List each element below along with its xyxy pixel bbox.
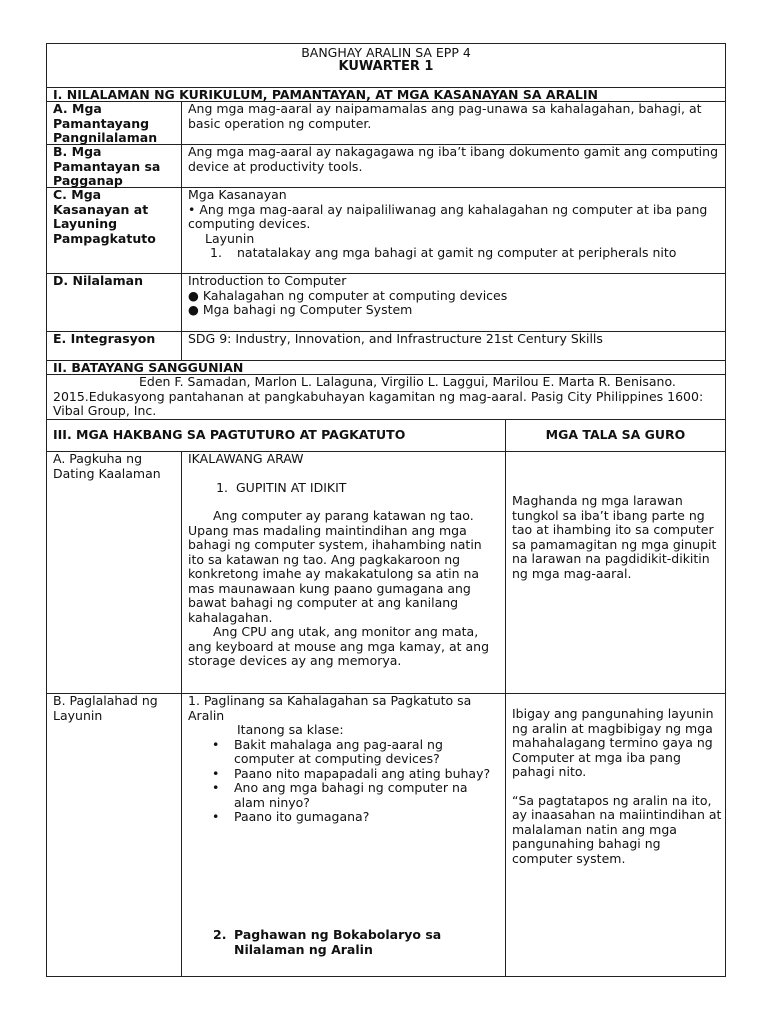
- question-item: • Paano ito gumagana?: [188, 810, 500, 825]
- question-item: • Ano ang mga bahagi ng computer na alam ninyo?: [188, 781, 500, 810]
- row-3b-note-2: “Sa pagtatapos ng aralin na ito, ay inaasahan na maiintindihan at malalaman natin ang mga pangunahing bahagi ng computer system.: [512, 792, 722, 866]
- row-nilalaman: [47, 274, 725, 332]
- header-row: [47, 44, 725, 88]
- row-c-content: [188, 188, 722, 261]
- row-3b-notes: [512, 707, 724, 866]
- row-pagkuha-dating-kaalaman: [47, 452, 725, 694]
- kasanayan-bullet: • Ang mga mag-aaral ay naipaliliwanag ang kahalagahan ng computer at iba pang computing devices.: [188, 201, 708, 231]
- comparison-paragraph-1: Ang computer ay parang katawan ng tao. Upang mas madaling maintindihan ang mga bahagi ng computer system, ihahambing natin ito sa katawan ng tao. Ang pagkakaroon ng konkretong imahe ay makakatulong sa atin na mas maunawaan kung paano gumagana ang bawat bahagi ng computer at ang kanilang kahalagahan.: [188, 508, 482, 625]
- section2-title: II. BATAYANG SANGGUNIAN: [53, 360, 244, 375]
- step-item: [188, 481, 500, 496]
- ask-label: Itanong sa klase:: [237, 722, 344, 737]
- row-a-label: A. Mga Pamantayang Pangnilalaman: [53, 101, 158, 145]
- row-3b-label: B. Paglalahad ng Layunin: [53, 693, 158, 723]
- nilalaman-heading: Introduction to Computer: [188, 273, 347, 288]
- row-3b-content: [188, 693, 500, 957]
- objective-item-2: [188, 928, 500, 957]
- layunin-heading: Layunin: [205, 230, 255, 246]
- lesson-plan-table: [46, 43, 726, 977]
- objective-item-2-text: Paghawan ng Bokabolaryo sa Nilalaman ng Aralin: [234, 927, 442, 957]
- step-number: 1.: [216, 479, 228, 495]
- question-list: [188, 738, 500, 825]
- row-b-text: Ang mga mag-aaral ay nakagagawa ng iba’t ibang dokumento gamit ang computing device at productivity tools.: [188, 144, 719, 174]
- layunin-number: 1.: [210, 245, 222, 260]
- row-b-label: B. Mga Pamantayan sa Pagganap: [53, 144, 161, 188]
- row-e-label: E. Integrasyon: [53, 331, 156, 346]
- question-item: • Paano nito mapapadali ang ating buhay?: [188, 767, 500, 782]
- section3-right-divider: [505, 420, 506, 977]
- objective-item-2-number: 2.: [213, 927, 227, 942]
- row-3a-note: Maghanda ng mga larawan tungkol sa iba’t ibang parte ng tao at ihambing ito sa computer sa pamamagitan ng mga ginupit na larawan na pagdidikit-dikitin ng mga mag-aaral.: [512, 493, 717, 581]
- row-kasanayan-layunin: [47, 188, 725, 274]
- section1-divider: [181, 102, 182, 361]
- day-label: IKALAWANG ARAW: [188, 451, 304, 466]
- objective-item-1: 1. Paglinang sa Kahalagahan sa Pagkatuto sa Aralin: [188, 693, 472, 723]
- row-3a-label: A. Pagkuha ng Dating Kaalaman: [53, 451, 161, 481]
- kasanayan-heading: Mga Kasanayan: [188, 187, 287, 202]
- layunin-item: [188, 246, 722, 261]
- reference-text: Eden F. Samadan, Marlon L. Lalaguna, Virgilio L. Laggui, Marilou E. Marta R. Benisano. 2015.Edukasyong pantahanan at pangkabuhayan kagamitan ng mag-aaral. Pasig City Philippines 1600: Vibal Group, Inc.: [53, 374, 704, 418]
- row-pamantayan-sa-pagganap: [47, 145, 725, 188]
- comparison-paragraph-2: Ang CPU ang utak, ang monitor ang mata, ang keyboard at mouse ang mga kamay, at ang storage devices ay ang memorya.: [188, 624, 490, 668]
- section3-header-row: [47, 420, 725, 452]
- row-pamantayang-pangnilalaman: [47, 102, 725, 145]
- row-d-label: D. Nilalaman: [53, 273, 144, 288]
- row-a-text: Ang mga mag-aaral ay naipamamalas ang pag-unawa sa kahalagahan, bahagi, at basic operation ng computer.: [188, 101, 702, 131]
- step-text: GUPITIN AT IDIKIT: [236, 479, 347, 495]
- section3-title: III. MGA HAKBANG SA PAGTUTURO AT PAGKATUTO: [53, 427, 406, 442]
- document-title: BANGHAY ARALIN SA EPP 4: [301, 45, 471, 60]
- nilalaman-item-1: ● Kahalagahan ng computer at computing devices: [188, 287, 508, 303]
- row-3a-content: [188, 452, 500, 669]
- row-3b-note-1: Ibigay ang pangunahing layunin ng aralin at magbibigay ng mga mahahalagang termino gaya ng Computer at mga iba pang pahagi nito.: [512, 706, 714, 779]
- section1-title-row: [47, 88, 725, 102]
- section3-left-divider: [181, 452, 182, 977]
- reference-row: [47, 375, 725, 420]
- quarter-label: KUWARTER 1: [338, 59, 434, 74]
- layunin-text: natatalakay ang mga bahagi at gamit ng computer at peripherals nito: [237, 245, 677, 260]
- section1-title: I. NILALAMAN NG KURIKULUM, PAMANTAYAN, AT MGA KASANAYAN SA ARALIN: [53, 87, 598, 102]
- row-c-label: C. Mga Kasanayan at Layuning Pampagkatuto: [53, 187, 156, 246]
- row-integrasyon: [47, 332, 725, 361]
- row-e-text: SDG 9: Industry, Innovation, and Infrastructure 21st Century Skills: [188, 331, 603, 346]
- notes-title: MGA TALA SA GURO: [545, 427, 686, 442]
- row-paglalahad-layunin: [47, 694, 725, 977]
- section2-title-row: [47, 361, 725, 375]
- question-item: • Bakit mahalaga ang pag-aaral ng computer at computing devices?: [188, 738, 500, 767]
- row-d-content: [188, 274, 722, 318]
- nilalaman-item-2: ● Mga bahagi ng Computer System: [188, 302, 413, 317]
